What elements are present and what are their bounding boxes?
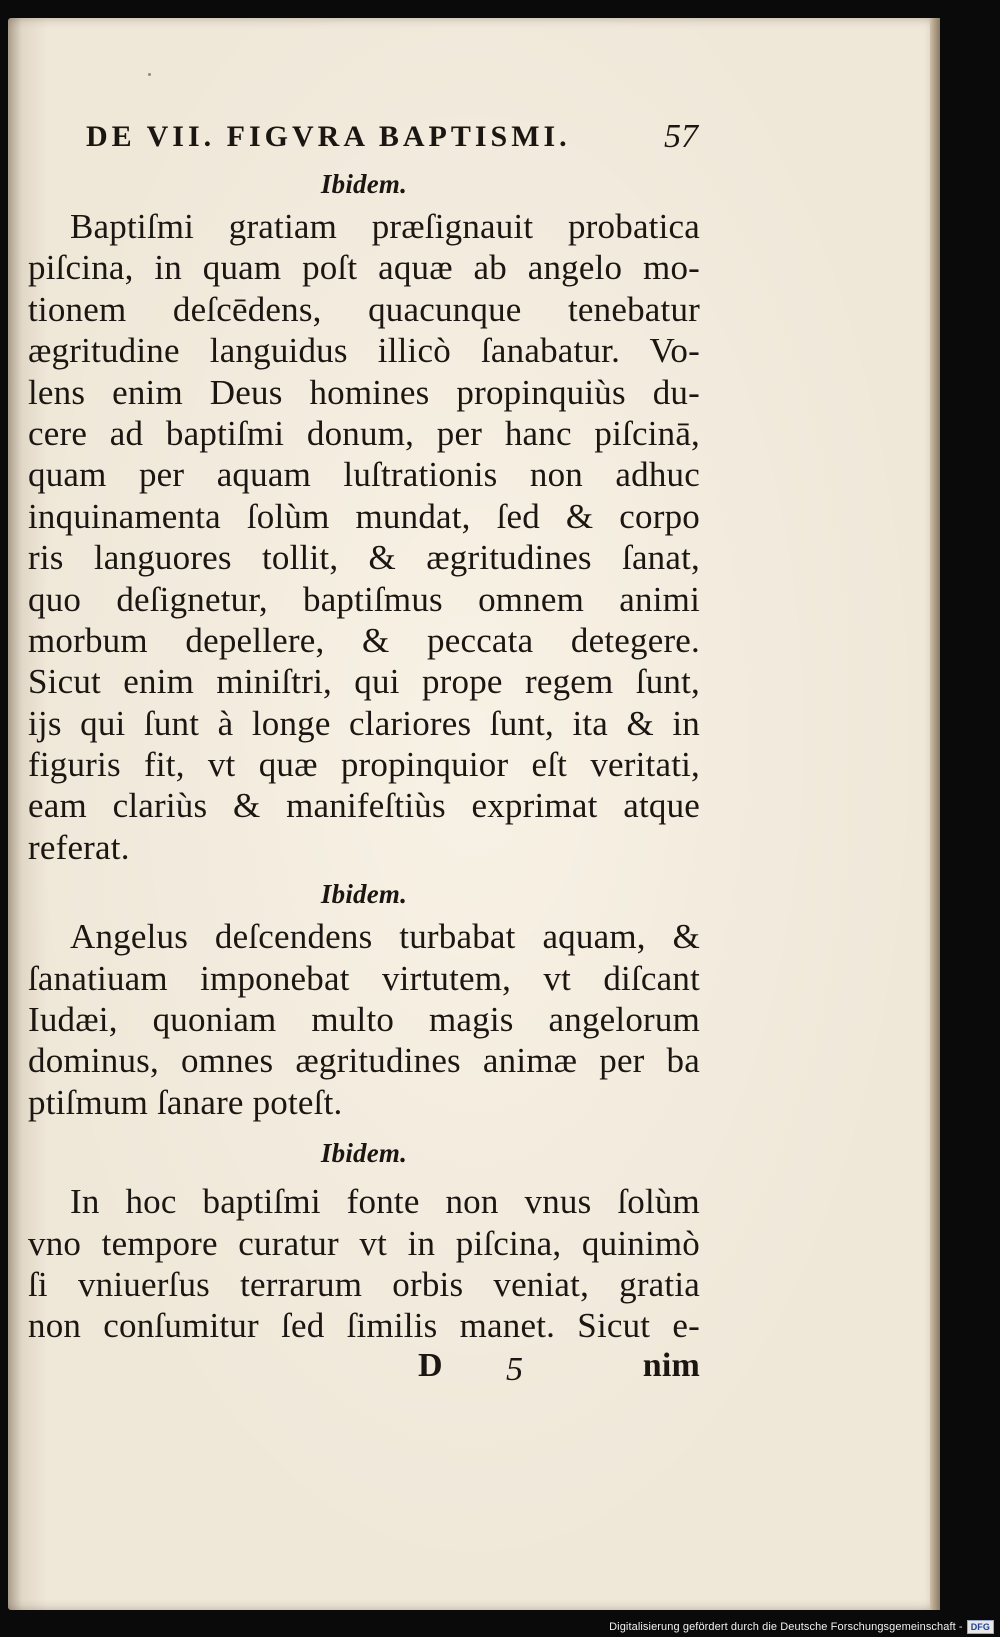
section-heading: Ibidem. [320,1138,408,1169]
text-line: In hoc baptiſmi fonte non vnus ſolùm [70,1182,700,1222]
text-line: eam clariùs & manifeſtiùs exprimat atque [28,786,700,826]
text-line: inquinamenta ſolùm mundat, ſed & corpo [28,496,700,536]
text-block [28,106,700,1391]
text-line: piſcina, in quam poſt aquæ ab angelo mo- [28,248,700,288]
book-page [8,18,940,1610]
text-line: vno tempore curatur vt in piſcina, quinimò [28,1223,700,1263]
text-line: dominus, omnes ægritudines animæ per ba [28,1041,700,1081]
text-line: cere ad baptiſmi donum, per hanc piſcinā, [28,413,700,453]
text-line: figuris fit, vt quæ propinquior eſt veritati, [28,745,700,785]
text-line: ſanatiuam imponebat virtutem, vt diſcant [28,958,700,998]
text-line: quam per aquam luſtrationis non adhuc [28,455,700,495]
section-heading: Ibidem. [320,169,408,199]
page-header [28,106,700,164]
text-line: quo deſignetur, baptiſmus omnem animi [28,579,700,619]
digitization-credit [609,1620,994,1634]
text-line: non conſumitur ſed ſimilis manet. Sicut e- [28,1306,700,1346]
text-line: ijs qui ſunt à longe clariores ſunt, ita & in [28,703,700,743]
text-line: lens enim Deus homines propinquiùs du- [28,372,700,412]
text-line: morbum depellere, & peccata detegere. [28,620,700,660]
text-line: Iudæi, quoniam multo magis angelorum [28,1000,700,1040]
paragraph [28,206,700,868]
text-line: ægritudine languidus illicò ſanabatur. Vo- [28,331,700,371]
signature-number: 5 [506,1350,524,1388]
dfg-logo: DFG [967,1620,994,1634]
page-edge [930,18,940,1610]
page-number: 57 [664,118,698,155]
text-line: Baptiſmi gratiam præſignauit probatica [70,207,700,246]
text-line: tionem deſcēdens, quacunque tenebatur [28,289,700,329]
text-line: referat. [28,827,130,867]
page-footer [28,1347,700,1391]
section-heading: Ibidem. [320,879,408,910]
credit-text: Digitalisierung gefördert durch die Deutsche Forschungsgemeinschaft - [609,1621,963,1633]
text-line: ris languores tollit, & ægritudines ſanat, [28,538,700,578]
signature-mark: D [418,1346,443,1384]
text-line: Sicut enim miniſtri, qui prope regem ſunt, [28,662,700,702]
text-line: ſi vniuerſus terrarum orbis veniat, gratia [28,1264,700,1304]
text-line: Angelus deſcendens turbabat aquam, & [70,917,700,957]
running-title: DE VII. FIGVRA BAPTISMI. [86,120,571,153]
ink-spot [148,73,151,76]
paragraph [28,916,700,1123]
paragraph [28,1181,700,1347]
catchword: nim [642,1346,700,1384]
text-line: ptiſmum ſanare poteſt. [28,1082,343,1122]
